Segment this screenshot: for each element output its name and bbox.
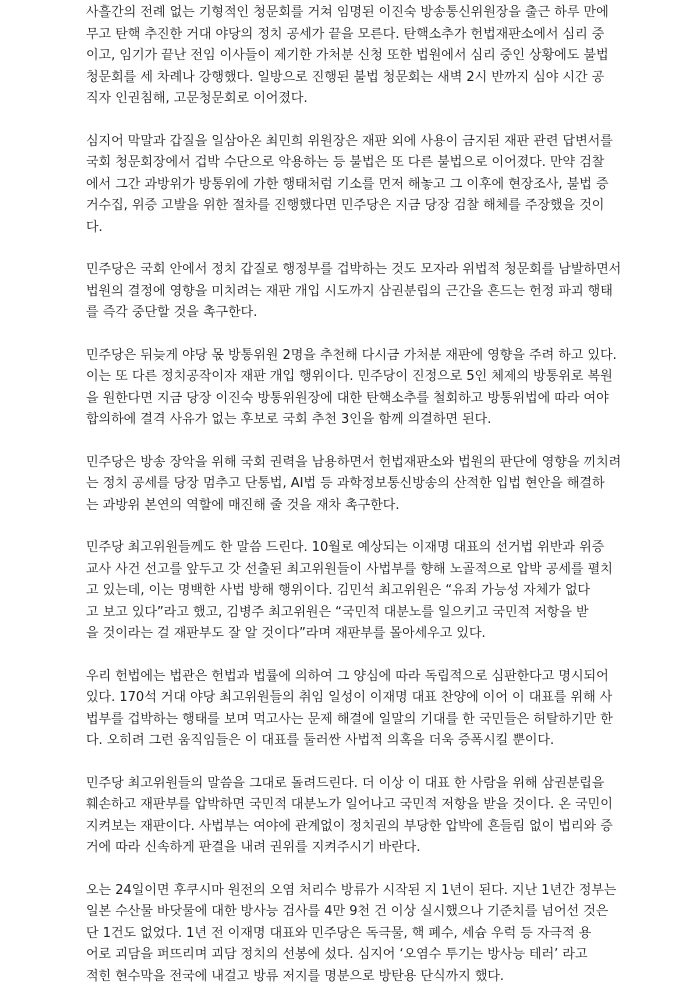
paragraph [86,131,620,239]
text-line: 고 보고 있다”라고 했고, 김병주 최고위원은 “국민적 대분노를 일으키고 국민적 저항을 받 [86,604,589,620]
text-line: 직자 인권침해, 고문청문회로 이어졌다. [86,91,308,106]
paragraph [86,773,620,859]
paragraph [86,537,620,645]
paragraph [86,452,620,517]
text-line: 는 정치 공세를 당장 멈추고 단통법, AI법 등 과학정보통신방송의 산적한 입법 현안을 해결하 [86,476,605,491]
paragraph [86,2,620,110]
text-line: 오는 24일이면 후쿠시마 원전의 오염 처리수 방류가 시작된 지 1년이 된다. 지난 1년간 정부는 [86,882,617,898]
paragraph [86,259,620,324]
text-line: 고 있는데, 이는 명백한 사법 방해 행위이다. 김민석 최고위원은 “유죄 가능성 자체가 없다 [86,583,591,598]
text-line: 우리 헌법에는 법관은 헌법과 법률에 의하여 그 양심에 따라 독립적으로 심판한다고 명시되어 [86,668,609,684]
text-line: 는 과방위 본연의 역할에 매진해 줄 것을 재차 촉구한다. [86,497,400,513]
text-line: 이고, 임기가 끝난 전임 이사들이 제기한 가처분 신청 또한 법원에서 심리 중인 상황에도 불법 [86,48,609,63]
text-line: 무고 탄핵 추진한 거대 야당의 정치 공세가 끝을 모른다. 탄핵소추가 헌법재판소에서 심리 중 [86,26,605,42]
text-line: 심지어 막말과 갑질을 일삼아온 최민희 위원장은 재판 외에 사용이 금지된 재판 관련 답변서를 [86,133,613,149]
text-line: 다. [86,219,103,235]
text-line: 을 원한다면 지금 당장 이진숙 방통위원장에 대한 탄핵소추를 철회하고 방통위법에 따라 여야 [86,390,609,406]
text-line: 적힌 현수막을 전국에 내걸고 방류 저지를 명분으로 방탄용 단식까지 했다. [86,968,505,984]
text-line: 거에 따라 신속하게 판결을 내려 권위를 지켜주시기 바란다. [86,840,421,855]
paragraph [86,666,620,752]
text-line: 어로 괴담을 퍼뜨리며 괴담 정치의 선봉에 섰다. 심지어 ‘오염수 투기는 방사능 테러’ 라고 [86,947,588,962]
paragraph [86,880,620,988]
text-line: 단 1건도 없었다. 1년 전 이재명 대표와 민주당은 독극물, 핵 폐수, 세슘 우럭 등 자극적 용 [86,925,592,941]
text-line: 을 것이라는 걸 재판부도 잘 알 것이다”라며 재판부를 몰아세우고 있다. [86,626,486,641]
text-line: 합의하에 결격 사유가 없는 후보로 국회 추천 3인을 함께 의결하면 된다. [86,412,492,427]
text-line: 법부를 겁박하는 행태를 보며 먹고사는 문제 해결에 일말의 기대를 한 국민들은 허탈하기만 한 [86,711,613,727]
text-line: 국회 청문회장에서 겁박 수단으로 악용하는 등 불법은 또 다른 불법으로 이어졌다. 만약 검찰 [86,155,605,170]
text-line: 훼손하고 재판부를 압박하면 국민적 대분노가 일어나고 국민적 저항을 받을 것이다. 온 국민이 [86,797,613,812]
text-line: 민주당 최고위원들께도 한 말씀 드린다. 10월로 예상되는 이재명 대표의 선거법 위반과 위증 [86,540,605,555]
text-line: 사흘간의 전례 없는 기형적인 청문회를 거쳐 임명된 이진숙 방송통신위원장을 출근 하루 만에 [86,5,609,20]
text-line: 민주당은 뒤늦게 야당 몫 방통위원 2명을 추천해 다시금 가처분 재판에 영향을 주려 하고 있다. [86,347,617,363]
text-line: 있다. 170석 거대 야당 최고위원들의 취임 일성이 이재명 대표 찬양에 이어 이 대표를 위해 사 [86,690,613,705]
text-line: 다. 오히려 그런 움직임들은 이 대표를 둘러싼 사법적 의혹을 더욱 증폭시킬 뿐이다. [86,733,555,748]
text-line: 청문회를 세 차례나 강행했다. 일방으로 진행된 불법 청문회는 새벽 2시 반까지 심야 시간 공 [86,69,605,85]
text-line: 민주당은 국회 안에서 정치 갑질로 행정부를 겁박하는 것도 모자라 위법적 청문회를 남발하면서 [86,262,622,277]
text-line: 민주당은 방송 장악을 위해 국회 권력을 남용하면서 헌법재판소와 법원의 판단에 영향을 끼치려 [86,454,622,470]
text-line: 를 즉각 중단할 것을 촉구한다. [86,305,258,320]
text-line: 법원의 결정에 영향을 미치려는 재판 개입 시도까지 삼권분립의 근간을 흔드는 헌정 파괴 행태 [86,283,613,299]
text-line: 교사 사건 선고를 앞두고 갓 선출된 최고위원들이 사법부를 향해 노골적으로 압박 공세를 펼치 [86,561,613,577]
text-line: 이는 또 다른 정치공작이자 재판 개입 행위이다. 민주당이 진정으로 5인 체제의 방통위로 복원 [86,369,613,384]
paragraph [86,345,620,431]
text-line: 거수집, 위증 고발을 위한 절차를 진행했다면 민주당은 지금 당장 검찰 해체를 주장했을 것이 [86,198,605,213]
text-line: 민주당 최고위원들의 말씀을 그대로 돌려드린다. 더 이상 이 대표 한 사람을 위해 삼권분립을 [86,775,605,791]
text-line: 에서 그간 과방위가 방통위에 가한 행태처럼 기소를 먼저 해놓고 그 이후에 현장조사, 불법 증 [86,176,609,192]
text-line: 일본 수산물 바닷물에 대한 방사능 검사를 4만 9천 건 이상 실시했으나 기준치를 넘어선 것은 [86,904,609,919]
text-line: 지켜보는 재판이다. 사법부는 여야에 관계없이 정치권의 부당한 압박에 흔들림 없이 법리와 증 [86,818,613,834]
